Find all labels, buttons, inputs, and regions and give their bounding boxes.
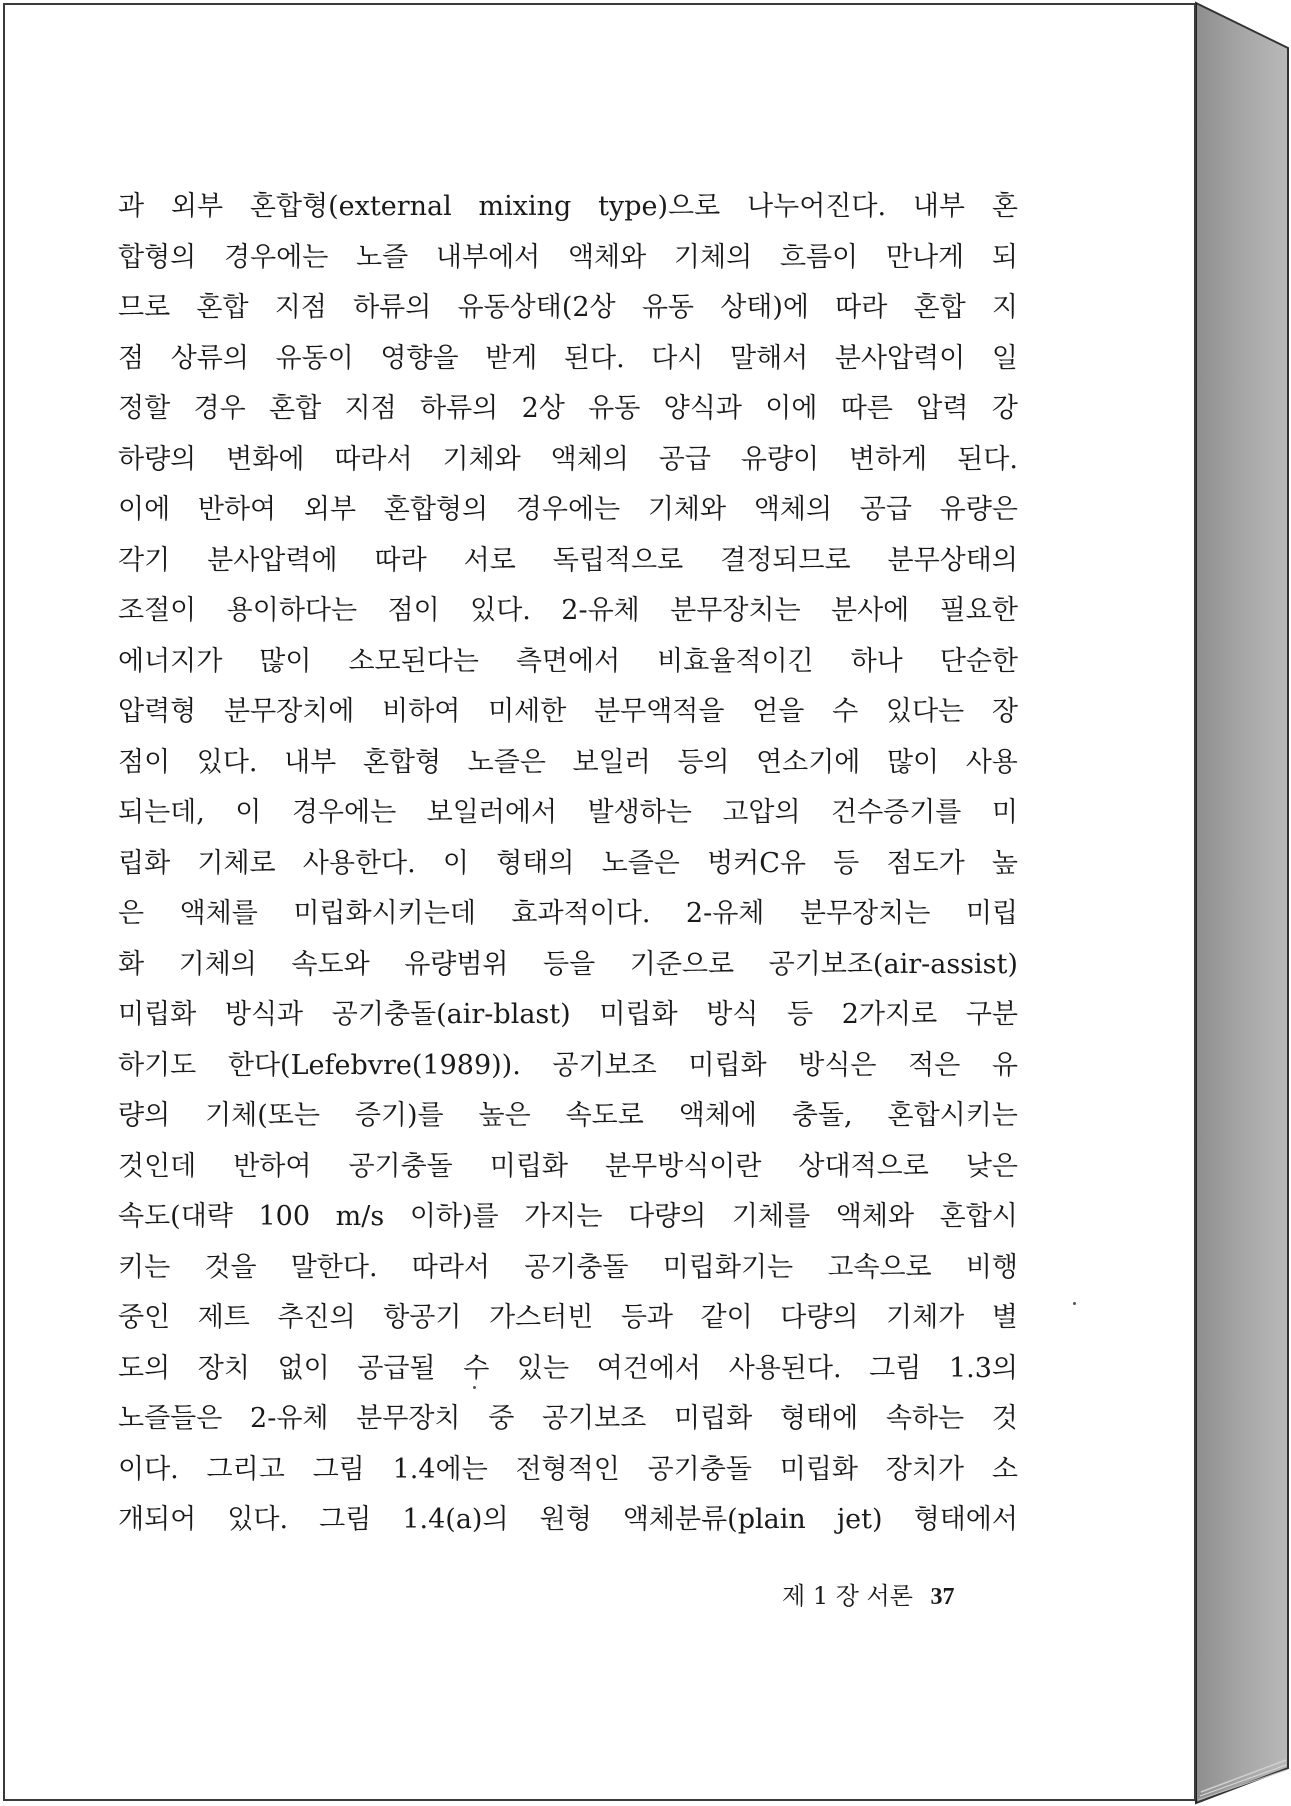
word: 므로 (118, 292, 171, 323)
word: 립화 (118, 847, 171, 879)
word: 혼 (991, 191, 1018, 222)
word: 혼합 (269, 393, 322, 424)
word: 따라 (374, 544, 427, 576)
word: 따른 (840, 393, 893, 424)
word: 경우 (193, 393, 246, 424)
word: 형태에서 (913, 1504, 1018, 1535)
text-line (118, 487, 1018, 538)
word: 혼합형(external (249, 191, 452, 222)
word: 지점 (274, 292, 327, 323)
word: 보일러 (572, 746, 651, 778)
word: 없이 (277, 1352, 330, 1384)
word: 점도가 (886, 847, 965, 879)
word: 액체의 (550, 443, 629, 475)
word: 벙커C유 (707, 847, 806, 879)
word: 변화에 (226, 443, 305, 475)
word: 도의 (118, 1352, 171, 1384)
page-footer (782, 1576, 1022, 1611)
word: 반하여 (197, 494, 277, 525)
word: 이다. (118, 1453, 179, 1485)
word: 된다. (957, 443, 1018, 475)
text-line (118, 1093, 1018, 1144)
word: 각기 (118, 544, 171, 576)
word: 액체와 (835, 1201, 915, 1232)
word: 장 (991, 696, 1018, 727)
word: 유량범위 (404, 948, 509, 980)
word: 이 (442, 847, 469, 879)
word: mixing (478, 191, 572, 222)
word: 제트 (197, 1302, 250, 1333)
word: 가지는 (524, 1201, 603, 1232)
word: 중 (488, 1403, 515, 1434)
word: 형태의 (496, 847, 575, 879)
word: 사용 (965, 746, 1018, 778)
text-line (118, 588, 1018, 639)
word: 비행 (965, 1251, 1018, 1283)
word: 양식과 (663, 393, 742, 424)
word: 분사압력이 (834, 342, 966, 374)
word: 적은 (908, 1049, 961, 1081)
word: 분무액적을 (594, 696, 725, 727)
word: 얻을 (752, 696, 805, 727)
word: 증기)를 (354, 1100, 444, 1131)
word: 100 (258, 1201, 311, 1232)
word: 개되어 (118, 1504, 197, 1535)
word: 외부 (303, 494, 357, 525)
word: 지점 (344, 393, 397, 424)
word: 공기보조(air-assist) (768, 948, 1018, 980)
word: 방식과 (224, 999, 304, 1030)
word: 등 (833, 847, 860, 879)
word: 분사압력에 (207, 544, 338, 576)
word: 경우에는 (223, 241, 329, 273)
word: 압력 (916, 393, 969, 424)
word: 미립화 (688, 1049, 767, 1081)
word: 된다. (563, 342, 625, 374)
text-line (118, 891, 1018, 942)
word: 있다는 (885, 696, 965, 727)
word: 그리고 (206, 1453, 285, 1485)
word: 것을 (204, 1251, 257, 1283)
word: 혼합시 (939, 1201, 1018, 1232)
word: 되 (991, 241, 1018, 273)
word: 상대적으로 (798, 1150, 929, 1182)
word: 분무장치는 (670, 595, 801, 626)
word: 그림 (312, 1453, 365, 1485)
text-line (118, 1447, 1018, 1498)
word: 고압의 (722, 797, 801, 828)
word: 정할 (118, 393, 171, 424)
word: 중인 (118, 1302, 171, 1333)
word: 측면에서 (515, 645, 621, 677)
word: 유동 (641, 292, 694, 323)
word: 건수증기를 (830, 797, 962, 828)
word: 가스터빈 (488, 1302, 594, 1333)
word: 점이 (387, 595, 440, 626)
word: 나누어진다. (747, 191, 887, 222)
word: 노즐들은 (118, 1403, 223, 1434)
word: 수 (832, 696, 859, 727)
word: 1.3의 (948, 1352, 1018, 1384)
word: 유량은 (939, 494, 1018, 525)
text-line (118, 386, 1018, 437)
word: 기체가 (886, 1302, 965, 1333)
word: 내부 (284, 746, 337, 778)
word: 액체를 (179, 898, 258, 929)
text-line (118, 1497, 1018, 1548)
word: 1.4(a)의 (402, 1504, 509, 1535)
word: 말한다. (290, 1251, 378, 1283)
text-line (118, 689, 1018, 740)
word: 독립적으로 (552, 544, 684, 576)
scan-speck (1073, 1302, 1076, 1305)
text-line (118, 942, 1018, 993)
word: 2가지로 (841, 999, 938, 1030)
word: 따라 (835, 292, 888, 323)
word: 많이 (259, 645, 312, 677)
word: 발생하는 (587, 797, 692, 828)
word: 하기도 (118, 1049, 197, 1081)
word: 강 (991, 393, 1018, 424)
word: 낮은 (965, 1150, 1018, 1182)
word: 노즐은 (601, 847, 680, 879)
word: 1.4에는 (392, 1453, 488, 1485)
text-line (118, 538, 1018, 589)
word: 상류의 (170, 342, 249, 374)
word: 미립화기는 (662, 1251, 794, 1283)
word: 소모된다는 (348, 645, 479, 677)
word: 높 (991, 847, 1018, 879)
word: 미립화 (779, 1453, 858, 1485)
word: 같이 (700, 1302, 753, 1333)
word: 충돌, (791, 1100, 853, 1131)
word: 은 (118, 898, 145, 929)
word: 공기충돌 (348, 1150, 453, 1182)
text-line (118, 740, 1018, 791)
word: 기체와 (647, 494, 727, 525)
word: 과 (118, 191, 145, 222)
word: 수 (463, 1352, 490, 1384)
word: 사용된다. (728, 1352, 842, 1384)
word: 조절이 (118, 595, 197, 626)
word: 혼합 (196, 292, 249, 323)
word: 비하여 (382, 696, 461, 727)
word: 구분 (965, 999, 1018, 1030)
text-line (118, 1396, 1018, 1447)
word: 속하는 (885, 1403, 965, 1434)
word: 등의 (677, 746, 730, 778)
word: 효과적이다. (511, 898, 651, 929)
word: 소 (991, 1453, 1018, 1485)
word: 원형 (539, 1504, 592, 1535)
word: 유량이 (740, 443, 820, 475)
word: 그림 (319, 1504, 372, 1535)
word: 전형적인 (515, 1453, 620, 1485)
word: 받게 (485, 342, 538, 374)
text-line (118, 1245, 1018, 1296)
word: 이하)를 (409, 1201, 499, 1232)
word: 기체의 (673, 241, 753, 273)
word: 장치 (197, 1352, 250, 1384)
word: 키는 (118, 1251, 171, 1283)
word: 흐름이 (779, 241, 859, 273)
word: 분무방식이란 (604, 1150, 762, 1182)
word: 연소기에 (756, 746, 861, 778)
word: 장치가 (885, 1453, 965, 1485)
word: 고속으로 (827, 1251, 932, 1283)
word: 공기보조 (552, 1049, 657, 1081)
word: 기체를 (731, 1201, 811, 1232)
word: 내부 (912, 191, 966, 222)
word: 속도로 (565, 1100, 644, 1131)
word: 미립화 (489, 1150, 568, 1182)
word: 변하게 (849, 443, 928, 475)
word: 내부에서 (435, 241, 541, 273)
word: 단순한 (939, 645, 1018, 677)
page-number: 37 (930, 1584, 955, 1610)
word: 공급 (859, 494, 912, 525)
word: 공기충돌 (647, 1453, 752, 1485)
word: 되는데, (118, 797, 205, 828)
word: 미립화 (673, 1403, 753, 1434)
word: 미세한 (488, 696, 567, 727)
word: 점 (118, 342, 145, 374)
word: 2-유체 (250, 1403, 329, 1434)
word: type)으로 (598, 191, 721, 222)
word: 공기보조 (541, 1403, 647, 1434)
word: 따라서 (411, 1251, 490, 1283)
word: 기체로 (197, 847, 276, 879)
word: 속도와 (291, 948, 370, 980)
word: 사용한다. (302, 847, 416, 879)
word: 서로 (463, 544, 516, 576)
text-line (118, 1144, 1018, 1195)
scan-speck (473, 1386, 476, 1389)
word: 분무장치 (356, 1403, 461, 1434)
word: 일 (991, 342, 1018, 374)
word: 합형의 (118, 241, 197, 273)
word: 외부 (170, 191, 224, 222)
text-line (118, 437, 1018, 488)
word: 압력형 (118, 696, 197, 727)
word: 방식은 (798, 1049, 877, 1081)
word: 만나게 (885, 241, 965, 273)
word: 지 (991, 292, 1018, 323)
word: 공급 (658, 443, 711, 475)
word: 있다. (470, 595, 531, 626)
word: 분사에 (831, 595, 910, 626)
body-text (118, 184, 1018, 1548)
word: 경우에는 (515, 494, 621, 525)
word: 에너지가 (118, 645, 223, 677)
text-line (118, 1043, 1018, 1094)
word: 높은 (478, 1100, 531, 1131)
word: 여건에서 (596, 1352, 702, 1384)
word: 하류의 (420, 393, 499, 424)
word: 분무장치에 (223, 696, 355, 727)
word: 혼합형의 (383, 494, 489, 525)
word: 미립 (965, 898, 1018, 929)
word: 2상 (521, 393, 565, 424)
word: 필요한 (939, 595, 1018, 626)
word: 2-유체 (685, 898, 765, 929)
word: 혼합시키는 (887, 1100, 1018, 1131)
word: 것인데 (118, 1150, 197, 1182)
chapter-label: 제 1 장 서론 (782, 1582, 913, 1610)
word: 미 (991, 797, 1018, 828)
word: 미립화 (118, 999, 197, 1030)
word: jet) (836, 1504, 883, 1535)
word: 많이 (886, 746, 940, 778)
word: 하량의 (118, 443, 197, 475)
word: 속도(대략 (118, 1201, 233, 1232)
word: 있다. (227, 1504, 289, 1535)
text-line (118, 639, 1018, 690)
word: 액체의 (753, 494, 833, 525)
word: 상태)에 (720, 292, 809, 323)
word: 보일러에서 (426, 797, 558, 828)
word: 공기충돌 (524, 1251, 629, 1283)
word: 다량의 (780, 1302, 859, 1333)
word: 미립화시키는데 (293, 898, 476, 929)
word: 등을 (543, 948, 596, 980)
text-line (118, 790, 1018, 841)
word: 경우에는 (291, 797, 397, 828)
word: 액체와 (567, 241, 647, 273)
word: 별 (991, 1302, 1018, 1333)
text-line (118, 184, 1018, 235)
word: 공급될 (357, 1352, 436, 1384)
word: m/s (335, 1201, 385, 1232)
word: 노즐 (356, 241, 409, 273)
word: 기체와 (442, 443, 521, 475)
word: 추진의 (277, 1302, 356, 1333)
word: 기체의 (178, 948, 257, 980)
word: 혼합형 (362, 746, 442, 778)
word: 이에 (118, 494, 171, 525)
text-line (118, 992, 1018, 1043)
word: 등과 (620, 1302, 673, 1333)
word: 그림 (869, 1352, 922, 1384)
text-line (118, 1194, 1018, 1245)
word: 화 (118, 948, 145, 980)
text-line (118, 1295, 1018, 1346)
word: 2-유체 (561, 595, 640, 626)
word: 기체(또는 (205, 1100, 320, 1131)
word: 미립화 (599, 999, 678, 1030)
word: 유동상태(2상 (457, 292, 616, 323)
word: 혼합 (913, 292, 966, 323)
word: 다시 (651, 342, 704, 374)
text-line (118, 336, 1018, 387)
word: 유동이 (275, 342, 354, 374)
text-line (118, 841, 1018, 892)
word: 기준으로 (629, 948, 735, 980)
text-line (118, 235, 1018, 286)
word: 비효율적이긴 (657, 645, 814, 677)
word: 노즐은 (467, 746, 546, 778)
word: 분무장치는 (799, 898, 931, 929)
word: 분무상태의 (887, 544, 1018, 576)
word: 등 (787, 999, 814, 1030)
word: 유 (991, 1049, 1018, 1081)
word: 형태에 (779, 1403, 859, 1434)
word: 점이 (118, 746, 171, 778)
word: 있다. (196, 746, 258, 778)
word: 공기충돌(air-blast) (331, 999, 571, 1030)
word: 이 (235, 797, 262, 828)
word: 영향을 (380, 342, 459, 374)
word: 용이하다는 (226, 595, 358, 626)
word: 한다(Lefebvre(1989)). (227, 1049, 521, 1081)
word: 것 (991, 1403, 1018, 1434)
word: 항공기 (383, 1302, 462, 1333)
text-line (118, 1346, 1018, 1397)
word: 하나 (850, 645, 903, 677)
word: 방식 (706, 999, 759, 1030)
text-line (118, 285, 1018, 336)
word: 결정되므로 (720, 544, 851, 576)
word: 있는 (516, 1352, 570, 1384)
word: 따라서 (334, 443, 413, 475)
word: 말해서 (729, 342, 809, 374)
word: 이에 (765, 393, 818, 424)
word: 반하여 (233, 1150, 312, 1182)
word: 다량의 (628, 1201, 707, 1232)
word: 하류의 (353, 292, 432, 323)
word: 량의 (118, 1100, 171, 1131)
word: 유동 (588, 393, 641, 424)
word: 액체분류(plain (622, 1504, 806, 1535)
word: 액체에 (678, 1100, 757, 1131)
